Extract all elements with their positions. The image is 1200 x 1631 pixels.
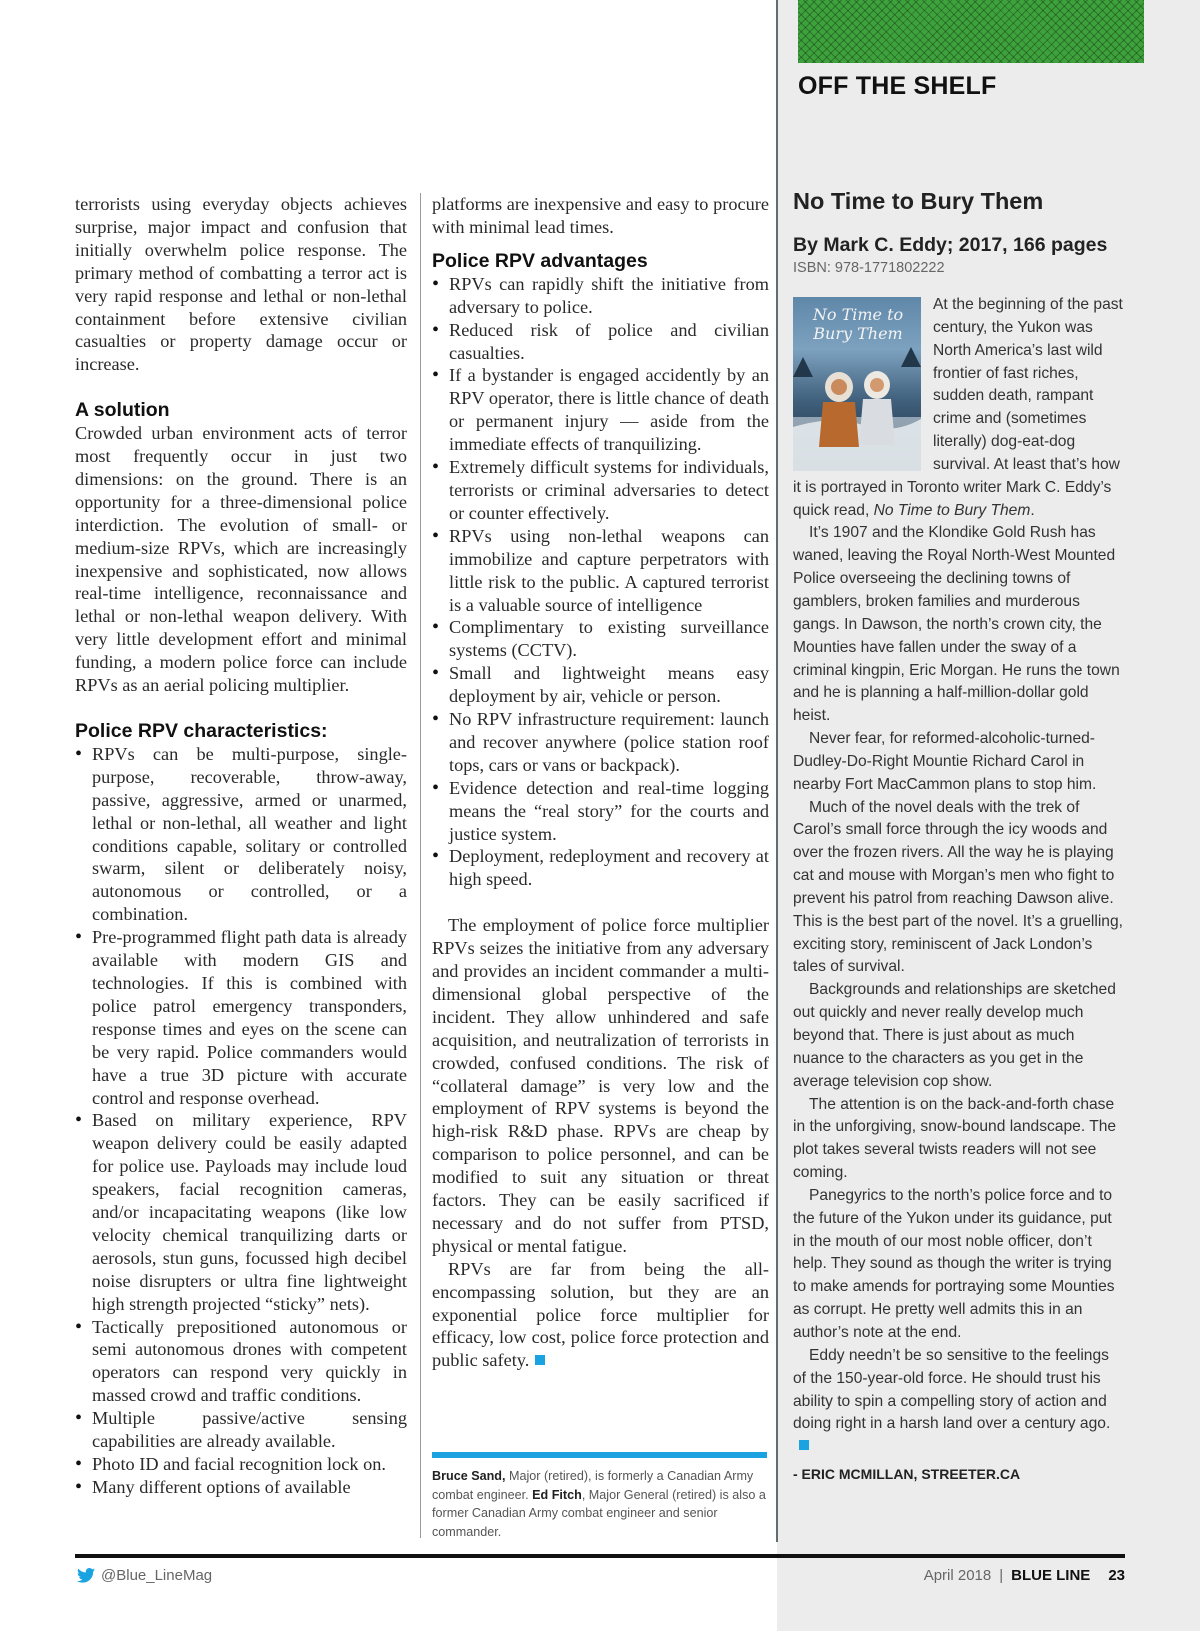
advantages-heading: Police RPV advantages <box>432 249 648 272</box>
bio-accent-bar <box>432 1452 767 1458</box>
end-of-article-square-icon <box>535 1355 545 1365</box>
conclusion-paragraph-1: The employment of police force multiplier RPVs seizes the initiative from any adversary and provides an incident commander a multi-dimensional global perspective of the incident. They allow unhindered and safe acquisition, and neutralization of terrorists in crowded, confused conditions. The risk of “collateral damage” is very low and the employment of RPV systems is beyond the high-risk R&D phase. RPVs are cheap by comparison to police personnel, and can be modified to suit any situation or threat factors. They can be easily sacrificed if necessary and do not suffer from PTSD, physical or mental fatigue. <box>432 915 769 1256</box>
review-paragraph: Panegyrics to the north’s police force and to the future of the Yukon under its guidance, put in the mouth of our most noble officer, don’t help. They sound as though the writer is trying to make amends for portraying some Mounties as corrupt. He pretty well admits this in an author’s note at the end. <box>793 1186 1115 1341</box>
review-paragraph: It’s 1907 and the Klondike Gold Rush has waned, leaving the Royal North-West Mounted Police overseeing the declining towns of gamblers, broken families and murderous gangs. In Dawson, the north’s crown city, the Mounties have fallen under the sway of a criminal kingpin, Eric Morgan. He runs the town and he is planning a half-million-dollar gold heist. <box>793 524 1120 725</box>
reviewer-signoff: - ERIC MCMILLAN, STREETER.CA <box>793 1466 1021 1483</box>
book-review <box>793 186 1123 1486</box>
solution-heading: A solution <box>75 399 170 422</box>
footer-rule <box>75 1554 1125 1558</box>
continuation-paragraph: platforms are inexpensive and easy to procure with minimal lead times. <box>432 194 769 237</box>
magazine-brand: BLUE LINE <box>1011 1567 1091 1584</box>
list-item: • RPVs can rapidly shift the initiative from adversary to police. <box>432 273 769 319</box>
list-item: • Extremely difficult systems for individuals, terrorists or criminal adversaries to detect or counter effectively. <box>432 456 769 525</box>
review-paragraph <box>793 1345 1123 1459</box>
review-text: At the beginning of the past century, the Yukon was North America’s last wild frontier of fast riches, sudden death, rampant crime and (sometimes literally) dog-eat-dog survival. At least that’s how it is portrayed in Toronto writer Mark C. Eddy’s quick read, <box>793 296 1123 519</box>
solution-paragraph: Crowded urban environment acts of terror most frequently occur in just two dimensions: on the ground. There is an opportunity for a three-dimensional police interdiction. The evolution of small- or medium-size RPVs, which are increasingly inexpensive and sophisticated, now allows real-time intelligence, reconnaissance and lethal or non-lethal weapon delivery. With very little development effort and minimal funding, a modern police force can include RPVs as an aerial policing multiplier. <box>75 423 407 696</box>
list-item: • Complimentary to existing surveillance systems (CCTV). <box>432 616 769 662</box>
issue-date: April 2018 <box>923 1567 992 1584</box>
list-item: • If a bystander is engaged accidently by an RPV operator, there is little chance of death or permanent injury — aside from the immediate effects of tranquilizing. <box>432 364 769 456</box>
list-item: • Based on military experience, RPV weapon delivery could be easily adapted for police use. Payloads may include loud speakers, facial recognition cameras, and/or incapacitating weapons (like low velocity chemical tranquilizing darts or aerosols, stun guns, focussed high decibel noise disrupters or ultra fine lightweight high strength projected “sticky” nets). <box>75 1109 407 1315</box>
book-cover-image <box>793 297 921 471</box>
author-name-1: Bruce Sand, <box>432 1469 506 1483</box>
review-text: . <box>1030 501 1035 519</box>
review-paragraph: The attention is on the back-and-forth chase in the unforgiving, snow-bound landscape. The plot takes several twists readers will not see coming. <box>793 1095 1117 1182</box>
section-pattern-banner <box>798 0 1144 63</box>
column-divider <box>420 193 421 1538</box>
review-text: Eddy needn’t be so sensitive to the feelings of the 150-year-old force. He should trust his ability to spin a compelling story of action and doing right in a harsh land over a century ago. <box>793 1346 1111 1433</box>
section-label: OFF THE SHELF <box>798 72 997 100</box>
list-item: • Multiple passive/active sensing capabilities are already available. <box>75 1407 407 1453</box>
article-column-1 <box>75 193 407 1499</box>
conclusion-paragraph-2 <box>432 1258 769 1373</box>
author-bio-2: , Major General (retired) is also a former Canadian Army combat engineer and senior commander. <box>432 1487 766 1539</box>
list-item: • No RPV infrastructure requirement: launch and recover anywhere (police station roof tops, cars or vans or backpack). <box>432 708 769 777</box>
intro-paragraph: terrorists using everyday objects achieves surprise, major impact and confusion that initially overwhelm police response. The primary method of combatting a terror act is very rapid response and lethal or non-lethal containment before extensive civilian casualties or property damage occur or increase. <box>75 194 407 375</box>
page-number: 23 <box>1108 1567 1125 1584</box>
characteristics-heading: Police RPV characteristics: <box>75 719 328 742</box>
sidebar-divider <box>776 0 778 1542</box>
characteristics-list <box>75 743 407 1499</box>
book-title: No Time to Bury Them <box>793 188 1044 214</box>
article-column-2 <box>432 193 769 1372</box>
review-paragraph: Never fear, for reformed-alcoholic-turned-Dudley-Do-Right Mountie Richard Carol in nearby Fort MacCammon plans to stop him. <box>793 730 1097 793</box>
author-bio <box>432 1467 767 1541</box>
list-item: • Many different options of available <box>75 1476 407 1499</box>
author-name-2: Ed Fitch <box>532 1487 582 1502</box>
footer-social[interactable] <box>77 1567 212 1584</box>
twitter-bird-icon <box>77 1568 95 1583</box>
list-item: • RPVs can be multi-purpose, single-purpose, recoverable, throw-away, passive, aggressive, armed or unarmed, lethal or non-lethal, all weather and light conditions capable, solitary or controlled swarm, silent or deliberately noisy, autonomous or controlled, or a combination. <box>75 743 407 926</box>
list-item: • Pre-programmed flight path data is already available with modern GIS and technologies. If this is combined with police patrol emergency transponders, response times and eyes on the scene can be very rapid. Police commanders would have a true 3D picture with accurate control and response overhead. <box>75 926 407 1109</box>
book-title-italic: No Time to Bury Them <box>873 501 1031 519</box>
review-paragraph: Much of the novel deals with the trek of Carol’s small force through the icy woods and over the frozen rivers. All the way he is playing cat and mouse with Morgan’s men who fight to prevent his patrol from reaching Dawson alive. This is the best part of the novel. It’s a gruelling, exciting story, reminiscent of Jack London’s tales of survival. <box>793 798 1123 976</box>
review-paragraph: Backgrounds and relationships are sketched out quickly and never really develop much beyond that. There is just about as much nuance to the characters as you get in the average television cop show. <box>793 981 1116 1090</box>
review-body <box>793 294 1123 1486</box>
list-item: • RPVs using non-lethal weapons can immobilize and capture perpetrators with little risk to the public. A captured terrorist is a valuable source of intelligence <box>432 525 769 617</box>
cover-title: No Time to Bury Them <box>812 305 904 343</box>
list-item: • Reduced risk of police and civilian casualties. <box>432 319 769 365</box>
end-of-review-square-icon <box>799 1440 809 1450</box>
author-bio-1: Major (retired), is formerly a Canadian Army combat engineer. <box>432 1469 754 1502</box>
book-isbn: ISBN: 978-1771802222 <box>793 260 945 276</box>
advantages-list <box>432 273 769 891</box>
twitter-handle: @Blue_LineMag <box>101 1567 213 1584</box>
book-byline: By Mark C. Eddy; 2017, 166 pages <box>793 234 1108 256</box>
list-item: • Small and lightweight means easy deployment by air, vehicle or person. <box>432 662 769 708</box>
list-item: • Tactically prepositioned autonomous or semi autonomous drones with competent operators can respond very quickly in massed crowd and traffic conditions. <box>75 1316 407 1408</box>
conclusion-text: RPVs are far from being the all-encompassing solution, but they are an exponential police force multiplier for efficacy, low cost, police force protection and public safety. <box>432 1258 769 1371</box>
list-item: • Deployment, redeployment and recovery at high speed. <box>432 845 769 891</box>
footer-separator: | <box>999 1567 1004 1584</box>
list-item: • Photo ID and facial recognition lock on. <box>75 1453 407 1476</box>
footer-meta <box>924 1567 1125 1584</box>
list-item: • Evidence detection and real-time logging means the “real story” for the courts and justice system. <box>432 777 769 846</box>
